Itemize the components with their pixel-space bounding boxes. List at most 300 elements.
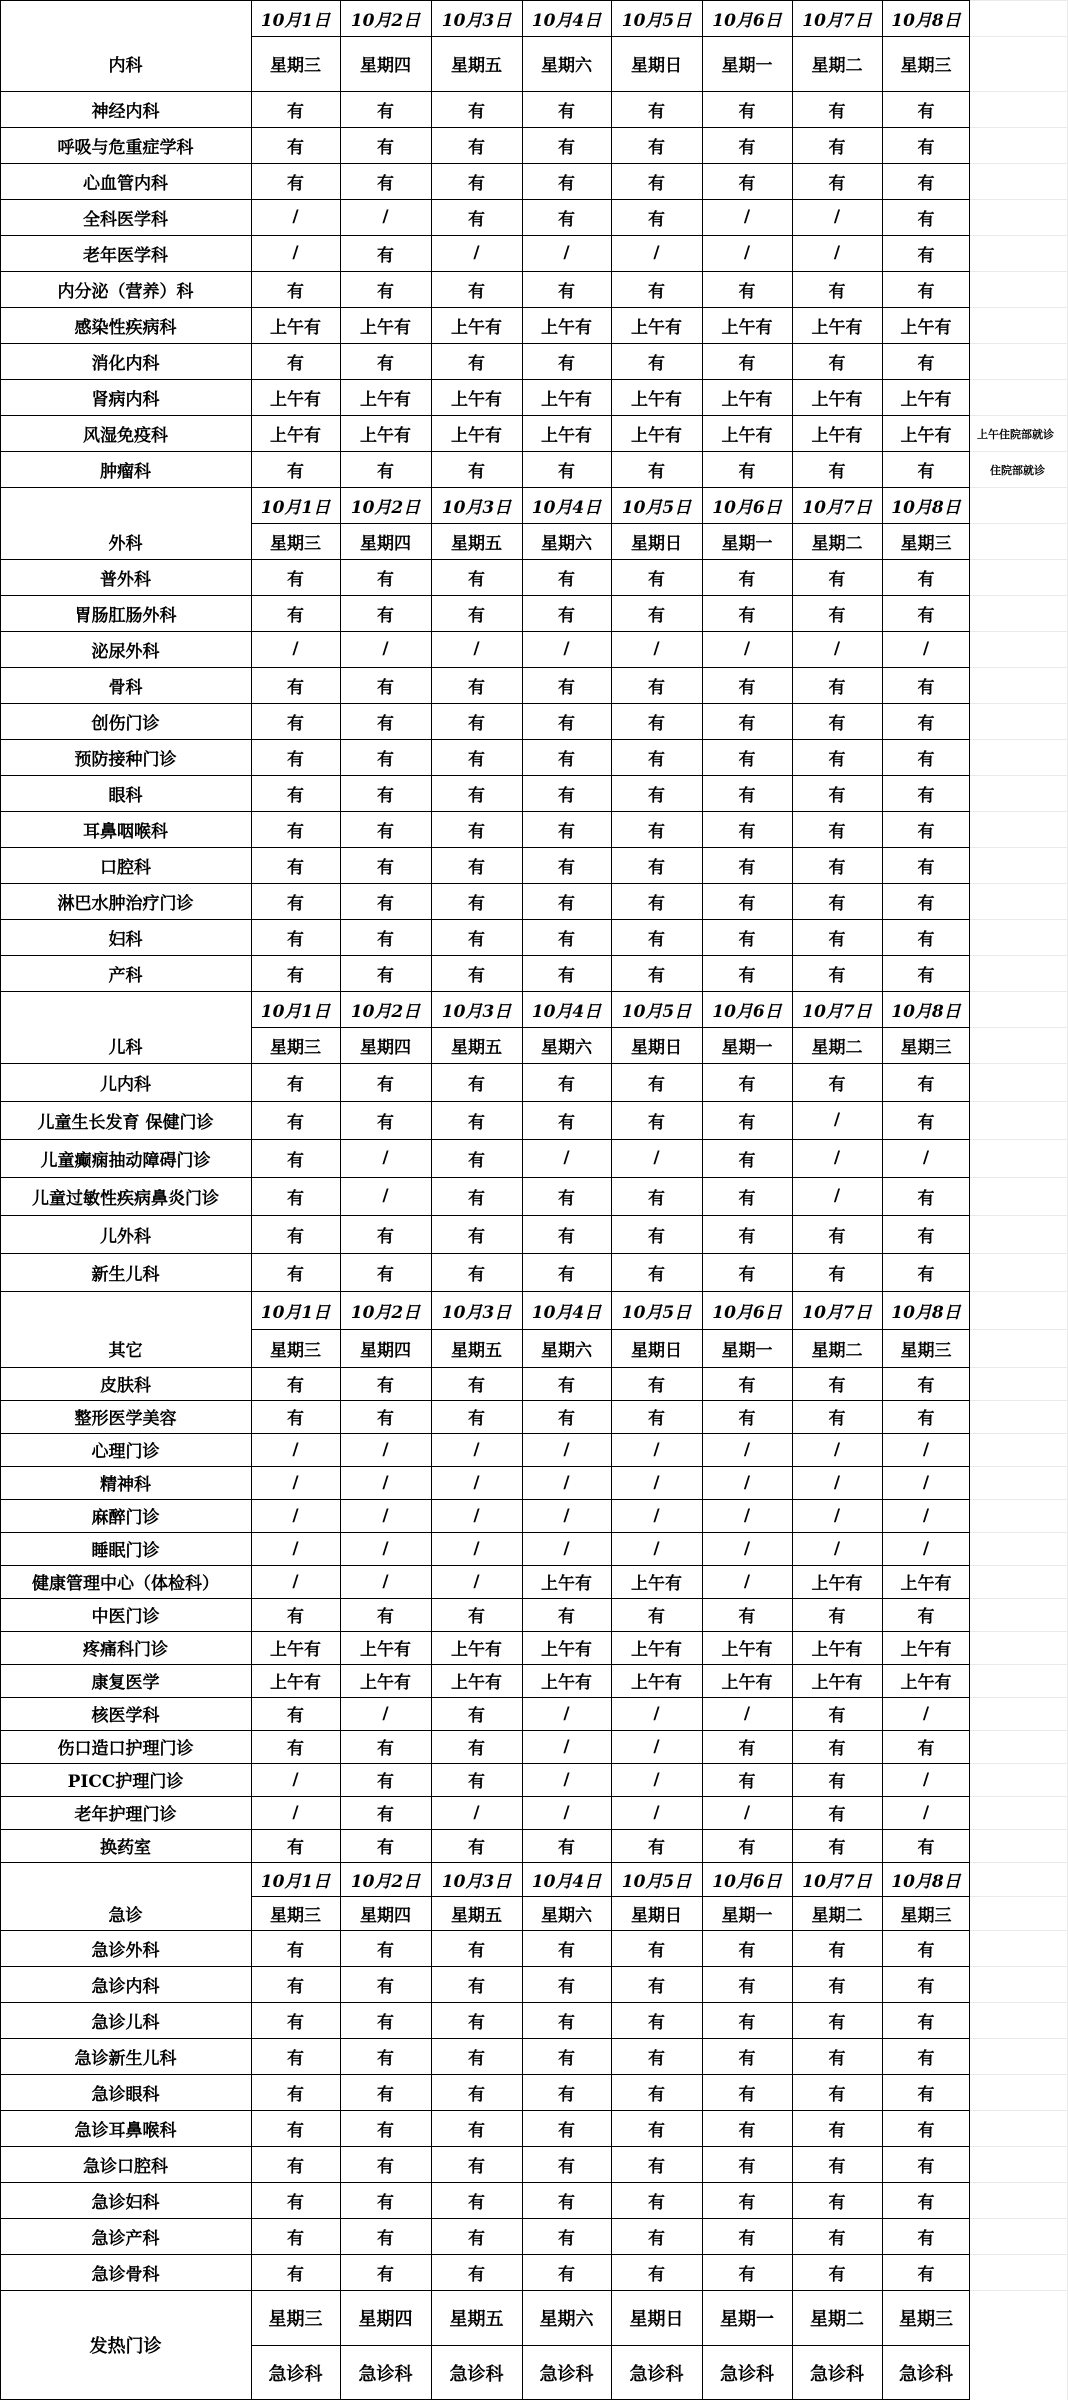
availability-cell: 有 bbox=[648, 1112, 665, 1133]
availability-cell: 有 bbox=[377, 2228, 394, 2249]
availability-cell: 有 bbox=[828, 605, 846, 626]
row-border bbox=[0, 2146, 970, 2147]
availability-cell: 有 bbox=[828, 749, 846, 770]
availability-cell: 有 bbox=[287, 821, 304, 842]
availability-cell: / bbox=[922, 639, 930, 659]
availability-cell: 有 bbox=[377, 1940, 394, 1961]
availability-cell: 上午有 bbox=[900, 1640, 952, 1660]
availability-cell: 有 bbox=[287, 749, 304, 770]
margin-gridline bbox=[970, 271, 1068, 272]
availability-cell: / bbox=[743, 1472, 751, 1493]
availability-cell: 有 bbox=[917, 929, 935, 950]
availability-cell: / bbox=[473, 1439, 480, 1460]
weekday-header-cell: 星期二 bbox=[811, 1905, 863, 1926]
availability-cell: / bbox=[922, 1505, 930, 1526]
availability-cell: 有 bbox=[738, 101, 756, 122]
weekday-header-cell: 星期日 bbox=[631, 1037, 682, 1058]
availability-cell: / bbox=[833, 1538, 841, 1559]
availability-cell: 有 bbox=[828, 2264, 846, 2285]
fever-availability-cell: 急诊科 bbox=[268, 2363, 323, 2385]
department-name: 核医学科 bbox=[91, 1706, 160, 1726]
availability-cell: 有 bbox=[377, 245, 394, 266]
availability-cell: 有 bbox=[648, 1976, 665, 1997]
availability-cell: 有 bbox=[468, 965, 485, 986]
availability-cell: 有 bbox=[648, 713, 665, 734]
row-border bbox=[0, 2110, 970, 2111]
availability-cell: 上午有 bbox=[721, 425, 773, 446]
availability-cell: 有 bbox=[917, 1264, 935, 1285]
availability-cell: / bbox=[653, 1439, 660, 1460]
availability-cell: 有 bbox=[468, 605, 485, 626]
availability-cell: 有 bbox=[648, 2084, 665, 2105]
margin-gridline bbox=[970, 1177, 1068, 1178]
availability-cell: / bbox=[563, 1148, 570, 1168]
department-name: 急诊眼科 bbox=[91, 2084, 160, 2105]
availability-cell: 有 bbox=[468, 137, 485, 158]
availability-cell: 有 bbox=[287, 569, 304, 590]
availability-cell: 有 bbox=[738, 1838, 756, 1858]
department-name: 疼痛科门诊 bbox=[83, 1640, 168, 1660]
availability-cell: 上午有 bbox=[900, 1574, 952, 1594]
department-name: 麻醉门诊 bbox=[91, 1508, 160, 1528]
availability-cell: 有 bbox=[648, 1607, 665, 1627]
availability-cell: 有 bbox=[558, 1188, 575, 1209]
department-name: 泌尿外科 bbox=[91, 641, 160, 662]
department-name: 急诊产科 bbox=[91, 2228, 160, 2249]
availability-cell: 有 bbox=[287, 1607, 304, 1627]
availability-cell: / bbox=[563, 639, 570, 659]
availability-cell: 有 bbox=[287, 2264, 304, 2285]
availability-cell: 上午有 bbox=[270, 389, 321, 410]
availability-cell: / bbox=[473, 1538, 480, 1559]
department-name: 新生儿科 bbox=[91, 1264, 160, 1285]
row-border bbox=[0, 1796, 970, 1797]
margin-gridline bbox=[970, 36, 1068, 37]
availability-cell: / bbox=[653, 1505, 660, 1526]
availability-cell: 有 bbox=[287, 965, 304, 986]
availability-cell: 有 bbox=[828, 821, 846, 842]
availability-cell: 有 bbox=[828, 2012, 846, 2033]
row-border bbox=[0, 1862, 970, 1863]
row-border bbox=[0, 2182, 970, 2183]
availability-cell: / bbox=[653, 1769, 660, 1790]
availability-cell: 有 bbox=[917, 2264, 935, 2285]
availability-cell: 有 bbox=[738, 1409, 756, 1429]
department-name: 口腔科 bbox=[100, 857, 151, 878]
availability-cell: 有 bbox=[917, 821, 935, 842]
availability-cell: 有 bbox=[377, 1074, 394, 1095]
date-header-cell: 10月4日 bbox=[531, 1001, 602, 1022]
date-header-cell: 10月2日 bbox=[350, 1302, 421, 1323]
date-header-cell: 10月7日 bbox=[802, 497, 872, 518]
availability-cell: / bbox=[473, 1802, 480, 1823]
row-border bbox=[0, 379, 970, 380]
margin-gridline bbox=[970, 667, 1068, 668]
row-border bbox=[0, 1598, 970, 1599]
availability-cell: 有 bbox=[738, 1074, 756, 1095]
availability-cell: 有 bbox=[738, 1607, 756, 1627]
fever-availability-cell: 急诊科 bbox=[449, 2363, 504, 2385]
availability-cell: 上午有 bbox=[360, 425, 411, 446]
availability-cell: 有 bbox=[738, 965, 756, 986]
availability-cell: 有 bbox=[377, 2192, 394, 2213]
availability-cell: 有 bbox=[377, 713, 394, 734]
row-border bbox=[0, 487, 970, 488]
availability-cell: 有 bbox=[738, 1188, 756, 1209]
date-header-cell: 10月2日 bbox=[350, 497, 421, 518]
availability-cell: 有 bbox=[558, 353, 575, 374]
department-name: 急诊耳鼻喉科 bbox=[74, 2120, 177, 2141]
availability-cell: 有 bbox=[648, 2264, 665, 2285]
row-border bbox=[0, 235, 970, 236]
margin-gridline bbox=[970, 1966, 1068, 1967]
availability-cell: 上午有 bbox=[270, 1673, 321, 1693]
availability-cell: 有 bbox=[468, 1706, 485, 1726]
margin-gridline bbox=[970, 1896, 1068, 1897]
availability-cell: 有 bbox=[468, 2048, 485, 2069]
weekday-header-cell: 星期五 bbox=[451, 533, 502, 554]
availability-cell: 有 bbox=[468, 209, 485, 230]
department-name: 换药室 bbox=[100, 1838, 151, 1858]
availability-cell: 有 bbox=[287, 1376, 304, 1396]
department-name: 胃肠肛肠外科 bbox=[74, 605, 177, 626]
availability-cell: 有 bbox=[648, 281, 665, 302]
margin-gridline bbox=[970, 0, 1068, 1]
availability-cell: 有 bbox=[377, 2120, 394, 2141]
availability-cell: 有 bbox=[377, 1226, 394, 1247]
availability-cell: 有 bbox=[468, 1376, 485, 1396]
row-border bbox=[0, 2002, 970, 2003]
row-border bbox=[0, 847, 970, 848]
availability-cell: 有 bbox=[287, 1264, 304, 1285]
availability-cell: 有 bbox=[287, 461, 304, 482]
department-name: 急诊内科 bbox=[91, 1976, 160, 1997]
availability-cell: 有 bbox=[558, 1838, 575, 1858]
weekday-header-cell: 星期一 bbox=[721, 56, 773, 76]
department-name: 创伤门诊 bbox=[91, 713, 160, 734]
margin-gridline bbox=[970, 559, 1068, 560]
availability-cell: / bbox=[653, 639, 660, 659]
availability-cell: 有 bbox=[468, 461, 485, 482]
availability-cell: 有 bbox=[377, 677, 394, 698]
weekday-header-cell: 星期四 bbox=[360, 1340, 411, 1361]
availability-cell: 有 bbox=[558, 2084, 575, 2105]
availability-cell: 有 bbox=[287, 1409, 304, 1429]
availability-cell: 有 bbox=[917, 245, 935, 266]
availability-cell: 有 bbox=[377, 353, 394, 374]
weekday-header-cell: 星期三 bbox=[900, 1905, 952, 1926]
margin-gridline bbox=[970, 2110, 1068, 2111]
row-border bbox=[0, 163, 970, 164]
margin-gridline bbox=[970, 487, 1068, 488]
availability-cell: 有 bbox=[828, 1607, 846, 1627]
margin-gridline bbox=[970, 1101, 1068, 1102]
availability-cell: 上午有 bbox=[811, 389, 863, 410]
availability-cell: 上午有 bbox=[541, 1673, 592, 1693]
column-border bbox=[702, 0, 703, 2400]
margin-gridline bbox=[970, 1291, 1068, 1292]
date-header-cell: 10月5日 bbox=[621, 497, 692, 518]
availability-cell: 上午有 bbox=[811, 317, 863, 338]
margin-gridline bbox=[970, 1532, 1068, 1533]
margin-gridline bbox=[970, 235, 1068, 236]
availability-cell: 有 bbox=[468, 2084, 485, 2105]
department-name: 儿外科 bbox=[100, 1226, 151, 1247]
availability-cell: 有 bbox=[287, 785, 304, 806]
margin-gridline bbox=[970, 1139, 1068, 1140]
availability-cell: 上午有 bbox=[721, 1640, 773, 1660]
availability-cell: / bbox=[653, 1703, 660, 1724]
availability-cell: 有 bbox=[738, 605, 756, 626]
availability-cell: 有 bbox=[917, 749, 935, 770]
fever-availability-cell: 急诊科 bbox=[358, 2363, 413, 2385]
date-header-cell: 10月3日 bbox=[441, 1302, 512, 1323]
availability-cell: 有 bbox=[738, 2192, 756, 2213]
fever-availability-cell: 急诊科 bbox=[899, 2363, 953, 2385]
row-border bbox=[0, 343, 970, 344]
availability-cell: / bbox=[382, 1571, 389, 1592]
availability-cell: 有 bbox=[828, 1264, 846, 1285]
availability-cell: / bbox=[833, 207, 841, 227]
availability-cell: 有 bbox=[468, 857, 485, 878]
availability-cell: 有 bbox=[648, 137, 665, 158]
department-name: 伤口造口护理门诊 bbox=[57, 1739, 194, 1759]
availability-cell: 有 bbox=[648, 2156, 665, 2177]
date-header-cell: 10月3日 bbox=[441, 10, 512, 31]
availability-cell: 有 bbox=[828, 929, 846, 950]
row-border bbox=[0, 1930, 970, 1931]
weekday-header-cell: 星期五 bbox=[451, 1037, 502, 1058]
margin-gridline bbox=[970, 1466, 1068, 1467]
availability-cell: 上午有 bbox=[541, 317, 592, 338]
availability-cell: 有 bbox=[917, 281, 935, 302]
date-header-cell: 10月1日 bbox=[260, 10, 331, 31]
availability-cell: 有 bbox=[558, 749, 575, 770]
availability-cell: 有 bbox=[287, 1976, 304, 1997]
availability-cell: 有 bbox=[377, 1838, 394, 1858]
availability-cell: 有 bbox=[468, 1838, 485, 1858]
availability-cell: 有 bbox=[287, 677, 304, 698]
weekday-header-cell: 星期一 bbox=[721, 1037, 773, 1058]
availability-cell: 有 bbox=[558, 173, 575, 194]
availability-cell: 有 bbox=[828, 1940, 846, 1961]
availability-cell: 上午有 bbox=[811, 425, 863, 446]
availability-cell: 有 bbox=[377, 173, 394, 194]
availability-cell: 有 bbox=[828, 281, 846, 302]
weekday-header-cell: 星期日 bbox=[631, 56, 682, 76]
availability-cell: / bbox=[563, 1769, 570, 1790]
department-name: 淋巴水肿治疗门诊 bbox=[57, 893, 194, 914]
margin-gridline bbox=[970, 1598, 1068, 1599]
availability-cell: 有 bbox=[468, 173, 485, 194]
availability-cell: 有 bbox=[287, 2156, 304, 2177]
fever-weekday-cell: 星期六 bbox=[539, 2308, 594, 2330]
availability-cell: 有 bbox=[468, 677, 485, 698]
availability-cell: 有 bbox=[377, 2012, 394, 2033]
availability-cell: 有 bbox=[558, 1607, 575, 1627]
margin-gridline bbox=[970, 1367, 1068, 1368]
department-name: 产科 bbox=[108, 965, 143, 986]
availability-cell: 有 bbox=[828, 713, 846, 734]
availability-cell: / bbox=[382, 1505, 389, 1526]
availability-cell: 有 bbox=[738, 569, 756, 590]
weekday-header-cell: 星期三 bbox=[900, 533, 952, 554]
row-border bbox=[0, 2254, 970, 2255]
availability-cell: 有 bbox=[558, 2192, 575, 2213]
margin-gridline bbox=[970, 1433, 1068, 1434]
availability-cell: 有 bbox=[287, 2228, 304, 2249]
department-name: 普外科 bbox=[100, 569, 151, 590]
availability-cell: 有 bbox=[648, 2228, 665, 2249]
availability-cell: 有 bbox=[828, 1838, 846, 1858]
availability-cell: 有 bbox=[287, 1150, 304, 1171]
margin-gridline bbox=[970, 2218, 1068, 2219]
availability-cell: 有 bbox=[558, 2048, 575, 2069]
weekday-header-cell: 星期六 bbox=[541, 533, 592, 554]
availability-cell: 有 bbox=[648, 1409, 665, 1429]
availability-cell: 有 bbox=[468, 2012, 485, 2033]
row-border bbox=[0, 271, 970, 272]
date-header-cell: 10月7日 bbox=[802, 10, 872, 31]
availability-cell: 有 bbox=[287, 1074, 304, 1095]
date-header-cell: 10月1日 bbox=[260, 1302, 331, 1323]
availability-cell: 有 bbox=[917, 569, 935, 590]
availability-cell: / bbox=[922, 1538, 930, 1559]
date-header-cell: 10月3日 bbox=[441, 1001, 512, 1022]
date-header-cell: 10月4日 bbox=[531, 1302, 602, 1323]
row-border bbox=[0, 559, 970, 560]
margin-gridline bbox=[970, 991, 1068, 992]
availability-cell: 有 bbox=[648, 353, 665, 374]
margin-gridline bbox=[970, 2074, 1068, 2075]
availability-cell: 有 bbox=[287, 1112, 304, 1133]
availability-cell: 有 bbox=[917, 2228, 935, 2249]
availability-cell: 有 bbox=[738, 2228, 756, 2249]
availability-cell: 有 bbox=[738, 1739, 756, 1759]
availability-cell: 有 bbox=[828, 2228, 846, 2249]
margin-gridline bbox=[970, 1631, 1068, 1632]
row-border bbox=[0, 415, 970, 416]
margin-gridline bbox=[970, 1499, 1068, 1500]
availability-cell: / bbox=[922, 1703, 930, 1724]
row-border bbox=[0, 1565, 970, 1566]
availability-cell: 有 bbox=[648, 785, 665, 806]
availability-cell: 上午有 bbox=[631, 1574, 682, 1594]
row-border bbox=[0, 127, 970, 128]
row-border bbox=[0, 307, 970, 308]
column-border bbox=[431, 0, 432, 2400]
department-name: 急诊新生儿科 bbox=[74, 2048, 177, 2069]
availability-cell: 有 bbox=[468, 2156, 485, 2177]
availability-cell: 有 bbox=[468, 1264, 485, 1285]
row-border bbox=[0, 595, 970, 596]
margin-gridline bbox=[970, 1027, 1068, 1028]
availability-cell: 有 bbox=[828, 1226, 846, 1247]
availability-cell: 有 bbox=[377, 821, 394, 842]
margin-gridline bbox=[970, 415, 1068, 416]
availability-cell: 有 bbox=[558, 1940, 575, 1961]
availability-cell: / bbox=[743, 1505, 751, 1526]
row-border bbox=[0, 775, 970, 776]
margin-gridline bbox=[970, 1862, 1068, 1863]
margin-gridline bbox=[970, 1763, 1068, 1764]
department-name: 肿瘤科 bbox=[100, 461, 151, 482]
fever-weekday-cell: 星期日 bbox=[629, 2308, 684, 2330]
availability-cell: 有 bbox=[648, 749, 665, 770]
availability-cell: 有 bbox=[468, 1772, 485, 1792]
date-header-cell: 10月7日 bbox=[802, 1302, 872, 1323]
availability-cell: 有 bbox=[287, 2120, 304, 2141]
row-border bbox=[0, 1215, 970, 1216]
weekday-header-cell: 星期六 bbox=[541, 1340, 592, 1361]
row-border bbox=[0, 811, 970, 812]
availability-cell: / bbox=[382, 1703, 389, 1724]
availability-cell: 有 bbox=[287, 1838, 304, 1858]
margin-gridline bbox=[970, 2290, 1068, 2291]
availability-cell: / bbox=[292, 1538, 299, 1559]
availability-cell: 有 bbox=[377, 1805, 394, 1825]
department-name: 老年护理门诊 bbox=[74, 1805, 177, 1825]
date-header-cell: 10月5日 bbox=[621, 10, 692, 31]
availability-cell: / bbox=[292, 1571, 299, 1592]
availability-cell: 有 bbox=[558, 281, 575, 302]
availability-cell: / bbox=[743, 243, 751, 263]
department-name: 急诊外科 bbox=[91, 1940, 160, 1961]
margin-gridline bbox=[970, 1829, 1068, 1830]
department-name: 急诊儿科 bbox=[91, 2012, 160, 2033]
margin-gridline bbox=[970, 523, 1068, 524]
department-name: 整形医学美容 bbox=[74, 1409, 177, 1429]
weekday-header-cell: 星期三 bbox=[270, 1037, 321, 1058]
availability-cell: 有 bbox=[917, 1226, 935, 1247]
availability-cell: / bbox=[743, 639, 751, 659]
date-header-cell: 10月7日 bbox=[802, 1871, 872, 1892]
availability-cell: / bbox=[743, 1802, 751, 1823]
fever-clinic-name: 发热门诊 bbox=[89, 2336, 162, 2357]
availability-cell: 有 bbox=[648, 2192, 665, 2213]
weekday-header-cell: 星期三 bbox=[270, 1340, 321, 1361]
availability-cell: 有 bbox=[558, 1112, 575, 1133]
margin-gridline bbox=[970, 91, 1068, 92]
department-name: 健康管理中心（体检科） bbox=[32, 1574, 219, 1594]
availability-cell: 上午有 bbox=[811, 1640, 863, 1660]
row-border bbox=[0, 1697, 970, 1698]
row-border bbox=[0, 1532, 970, 1533]
row-border bbox=[0, 883, 970, 884]
availability-cell: 有 bbox=[468, 713, 485, 734]
date-header-cell: 10月2日 bbox=[350, 10, 421, 31]
availability-cell: / bbox=[563, 1472, 570, 1493]
weekday-header-cell: 星期六 bbox=[541, 56, 592, 76]
availability-cell: 有 bbox=[468, 353, 485, 374]
date-header-cell: 10月4日 bbox=[531, 497, 602, 518]
side-note: 上午住院部就诊 bbox=[977, 428, 1054, 441]
availability-cell: 有 bbox=[828, 1805, 846, 1825]
fever-availability-cell: 急诊科 bbox=[629, 2363, 684, 2385]
availability-cell: 有 bbox=[738, 2120, 756, 2141]
availability-cell: 有 bbox=[648, 677, 665, 698]
weekday-header-cell: 星期五 bbox=[451, 56, 502, 76]
date-header-cell: 10月3日 bbox=[441, 1871, 512, 1892]
availability-cell: 有 bbox=[377, 281, 394, 302]
margin-gridline bbox=[970, 2146, 1068, 2147]
availability-cell: 有 bbox=[558, 101, 575, 122]
availability-cell: 有 bbox=[917, 713, 935, 734]
column-border bbox=[251, 0, 252, 2400]
availability-cell: 有 bbox=[468, 785, 485, 806]
availability-cell: 有 bbox=[287, 1940, 304, 1961]
availability-cell: 有 bbox=[828, 785, 846, 806]
